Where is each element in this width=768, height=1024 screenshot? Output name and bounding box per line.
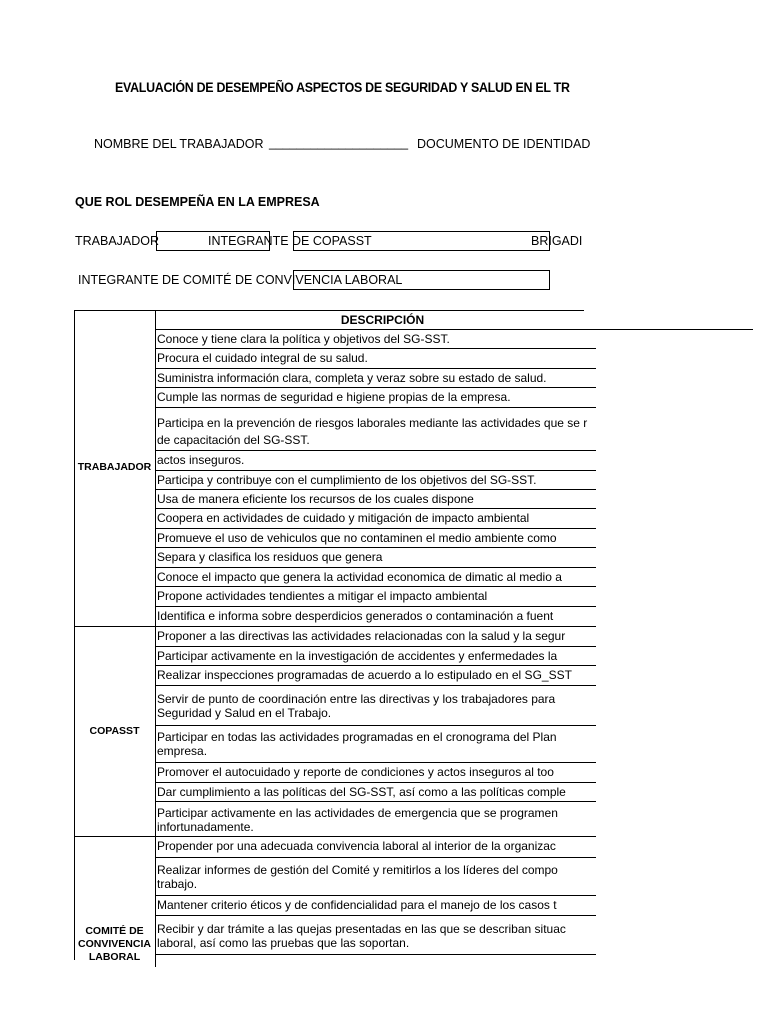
table-row: Separa y clasifica los residuos que genera bbox=[156, 548, 596, 568]
group-comite bbox=[74, 837, 156, 967]
table-row: actos inseguros. bbox=[156, 451, 596, 471]
table-row: Recibir y dar trámite a las quejas presentadas en las que se describan situac laboral, así como las pruebas que las soportan. bbox=[156, 916, 596, 955]
table-row: Realizar informes de gestión del Comité y remitirlos a los líderes del compo trabajo. bbox=[156, 858, 596, 896]
table-row: Conoce el impacto que genera la actividad economica de dimatic al medio a bbox=[156, 568, 596, 587]
document-label: DOCUMENTO DE IDENTIDAD bbox=[417, 137, 591, 151]
role-question: QUE ROL DESEMPEÑA EN LA EMPRESA bbox=[75, 195, 320, 209]
group-copasst bbox=[74, 627, 156, 837]
table-row: Realizar inspecciones programadas de acuerdo a lo estipulado en el SG_SST bbox=[156, 666, 596, 686]
table-row: Dar cumplimiento a las políticas del SG-SST, así como a las políticas comple bbox=[156, 783, 596, 802]
table-row: Conoce y tiene clara la política y objetivos del SG-SST. bbox=[156, 330, 596, 349]
table-row: Procura el cuidado integral de su salud. bbox=[156, 349, 596, 369]
table-row: Participar activamente en la investigación de accidentes y enfermedades la bbox=[156, 647, 596, 666]
table-row: Promover el autocuidado y reporte de condiciones y actos inseguros al too bbox=[156, 763, 596, 783]
table-row: Cumple las normas de seguridad e higiene propias de la empresa. bbox=[156, 388, 596, 408]
group-label: TRABAJADOR bbox=[77, 461, 152, 473]
table-row: Suministra información clara, completa y veraz sobre su estado de salud. bbox=[156, 369, 596, 388]
role-brigada-label: BRIGADI bbox=[531, 234, 583, 248]
group-label: COPASST bbox=[89, 725, 140, 737]
table-row: Participa en la prevención de riesgos laborales mediante las actividades que se r de capacitación del SG-SST. bbox=[156, 408, 596, 451]
table-row: Proponer a las directivas las actividades relacionadas con la salud y la segur bbox=[156, 627, 596, 647]
table-header: DESCRIPCIÓN bbox=[156, 311, 753, 330]
table-row: Participa y contribuye con el cumplimiento de los objetivos del SG-SST. bbox=[156, 471, 596, 490]
table-row: Coopera en actividades de cuidado y mitigación de impacto ambiental bbox=[156, 509, 596, 529]
table-row: Participar en todas las actividades programadas en el cronograma del Plan empresa. bbox=[156, 726, 596, 763]
worker-name-label: NOMBRE DEL TRABAJADOR bbox=[94, 137, 264, 151]
table-row: Servir de punto de coordinación entre las directivas y los trabajadores para Seguridad y Salud en el Trabajo. bbox=[156, 686, 596, 726]
table-row: Participar activamente en las actividades de emergencia que se programen infortunadamente. bbox=[156, 802, 596, 837]
role-copasst-label: INTEGRANTE DE COPASST bbox=[208, 234, 372, 248]
worker-name-line[interactable]: ____________________ bbox=[269, 136, 409, 150]
table-row: Propone actividades tendientes a mitigar el impacto ambiental bbox=[156, 587, 596, 607]
role-trabajador-label: TRABAJADOR bbox=[75, 234, 160, 248]
table-row: Mantener criterio éticos y de confidencialidad para el manejo de los casos t bbox=[156, 896, 596, 916]
table-row: Usa de manera eficiente los recursos de los cuales dispone bbox=[156, 490, 596, 509]
page-title: EVALUACIÓN DE DESEMPEÑO ASPECTOS DE SEGURIDAD Y SALUD EN EL TR bbox=[115, 80, 570, 95]
group-trabajador bbox=[74, 311, 156, 627]
group-label: COMITÉ DE CONVIVENCIA LABORAL bbox=[78, 925, 151, 963]
role-comite-label: INTEGRANTE DE COMITÉ DE CONVIVENCIA LABORAL bbox=[78, 273, 403, 287]
table-row: Promueve el uso de vehiculos que no contaminen el medio ambiente como bbox=[156, 529, 596, 548]
table-row: Propender por una adecuada convivencia laboral al interior de la organizac bbox=[156, 837, 596, 858]
table-row: Identifica e informa sobre desperdicios generados o contaminación a fuent bbox=[156, 607, 596, 627]
